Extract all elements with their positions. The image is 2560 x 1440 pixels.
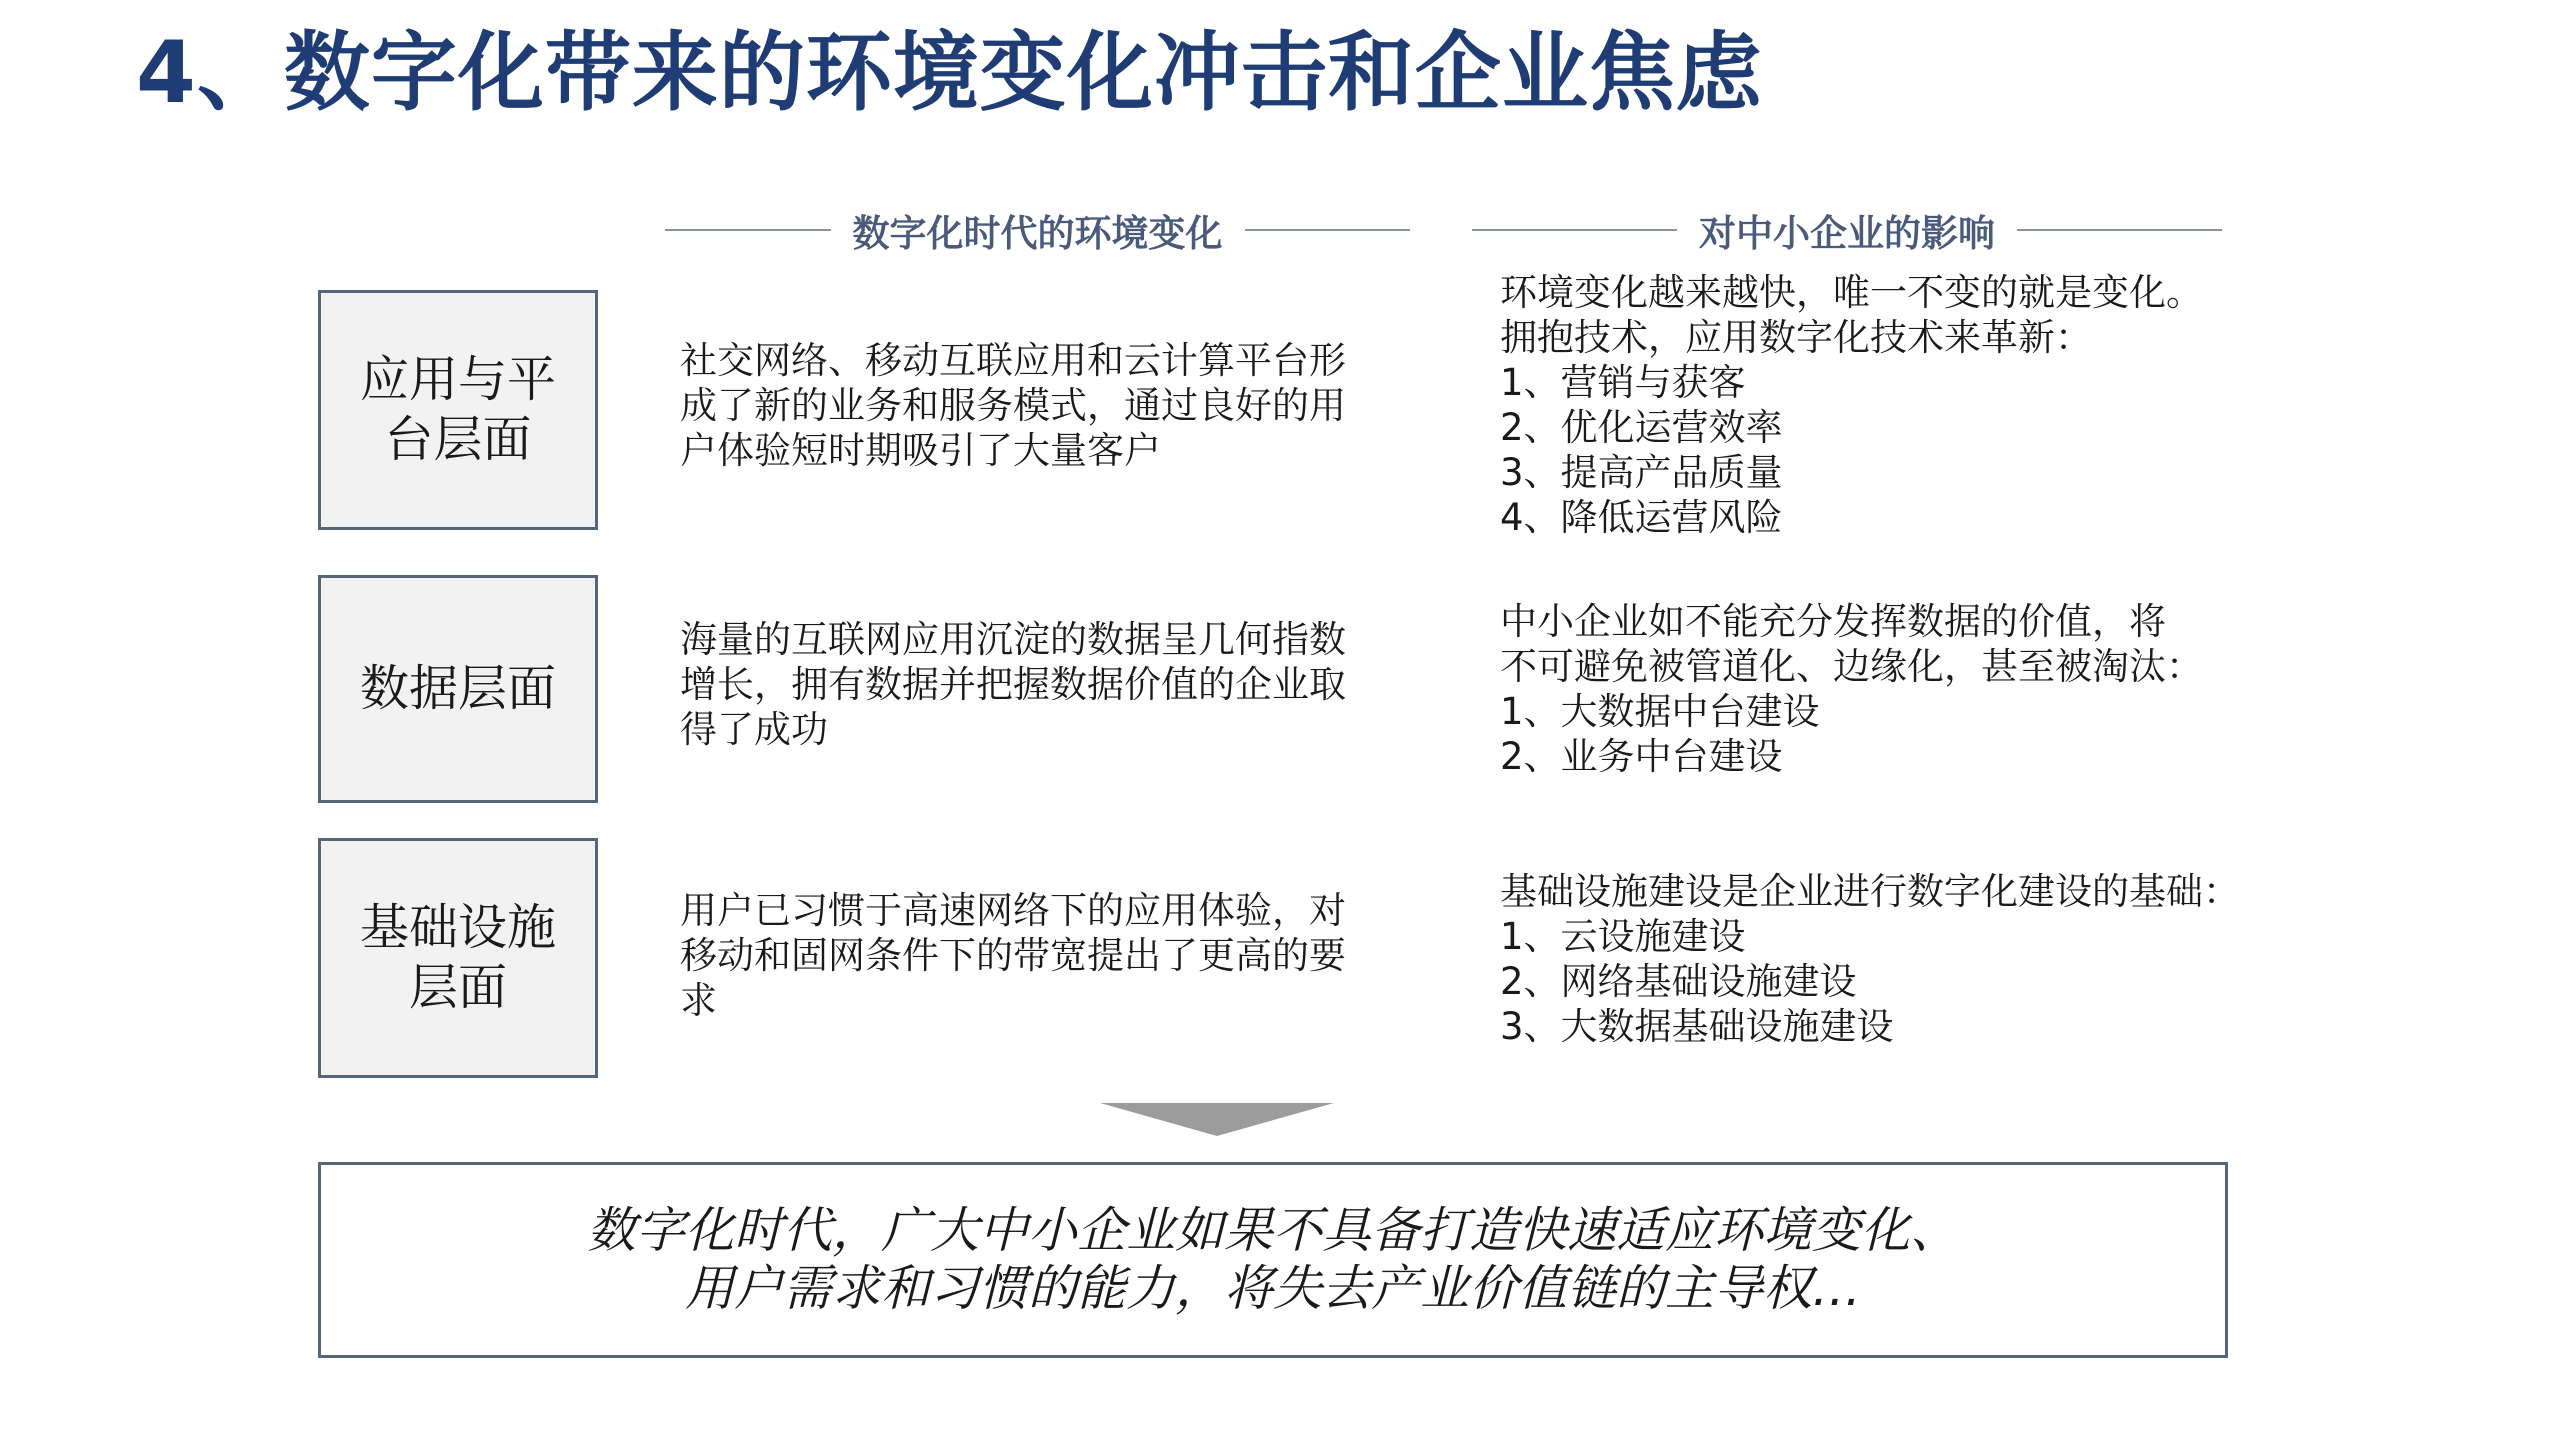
impact-intro-line: 不可避免被管道化、边缘化，甚至被淘汰： (1500, 645, 2203, 688)
impact-list-item: 3、大数据基础设施建设 (1500, 1005, 1894, 1048)
slide-title: 4、数字化带来的环境变化冲击和企业焦虑 (136, 23, 1763, 123)
category-label: 基础设施层面 (359, 899, 556, 1016)
category-label: 数据层面 (359, 660, 556, 717)
header-divider-line (2017, 229, 2222, 231)
environment-change-description: 用户已习惯于高速网络下的应用体验，对移动和固网条件下的带宽提出了更高的要求 (680, 889, 1346, 1022)
impact-list-item: 2、业务中台建设 (1500, 735, 1783, 778)
column-header-label: 数字化时代的环境变化 (852, 212, 1223, 255)
impact-list-item: 1、大数据中台建设 (1500, 690, 1820, 733)
conclusion-box (318, 1162, 2228, 1358)
environment-change-description: 社交网络、移动互联应用和云计算平台形成了新的业务和服务模式，通过良好的用户体验短时期吸引了大量客户 (680, 339, 1346, 472)
sme-impact-block (1500, 869, 2260, 1049)
impact-list-item: 1、营销与获客 (1500, 361, 1746, 404)
header-divider-line (1245, 229, 1411, 231)
conclusion-line: 数字化时代，广大中小企业如果不具备打造快速适应环境变化、 (586, 1202, 1959, 1259)
category-box-infrastructure (318, 838, 598, 1078)
conclusion-line: 用户需求和习惯的能力，将失去产业价值链的主导权… (684, 1260, 1861, 1317)
environment-change-description: 海量的互联网应用沉淀的数据呈几何指数增长，拥有数据并把握数据价值的企业取得了成功 (680, 618, 1346, 751)
impact-list-item: 2、优化运营效率 (1500, 406, 1783, 449)
impact-intro-line: 拥抱技术，应用数字化技术来革新： (1500, 316, 2092, 359)
category-label: 应用与平台层面 (359, 351, 556, 468)
impact-intro-line: 环境变化越来越快，唯一不变的就是变化。 (1500, 271, 2203, 314)
header-divider-line (665, 229, 831, 231)
column-header-environment-changes (665, 200, 1410, 260)
impact-list-item: 4、降低运营风险 (1500, 496, 1783, 539)
impact-list-item: 3、提高产品质量 (1500, 451, 1783, 494)
category-box-application-platform (318, 290, 598, 530)
column-header-sme-impact (1472, 200, 2222, 260)
impact-intro-line: 基础设施建设是企业进行数字化建设的基础： (1500, 870, 2240, 913)
impact-list-item: 2、网络基础设施建设 (1500, 960, 1857, 1003)
column-header-label: 对中小企业的影响 (1699, 212, 1995, 255)
sme-impact-block (1500, 270, 2260, 540)
down-arrow-icon (1100, 1103, 1334, 1136)
header-divider-line (1472, 229, 1677, 231)
sme-impact-block (1500, 599, 2260, 779)
category-box-data (318, 575, 598, 803)
impact-intro-line: 中小企业如不能充分发挥数据的价值，将 (1500, 600, 2166, 643)
impact-list-item: 1、云设施建设 (1500, 915, 1746, 958)
